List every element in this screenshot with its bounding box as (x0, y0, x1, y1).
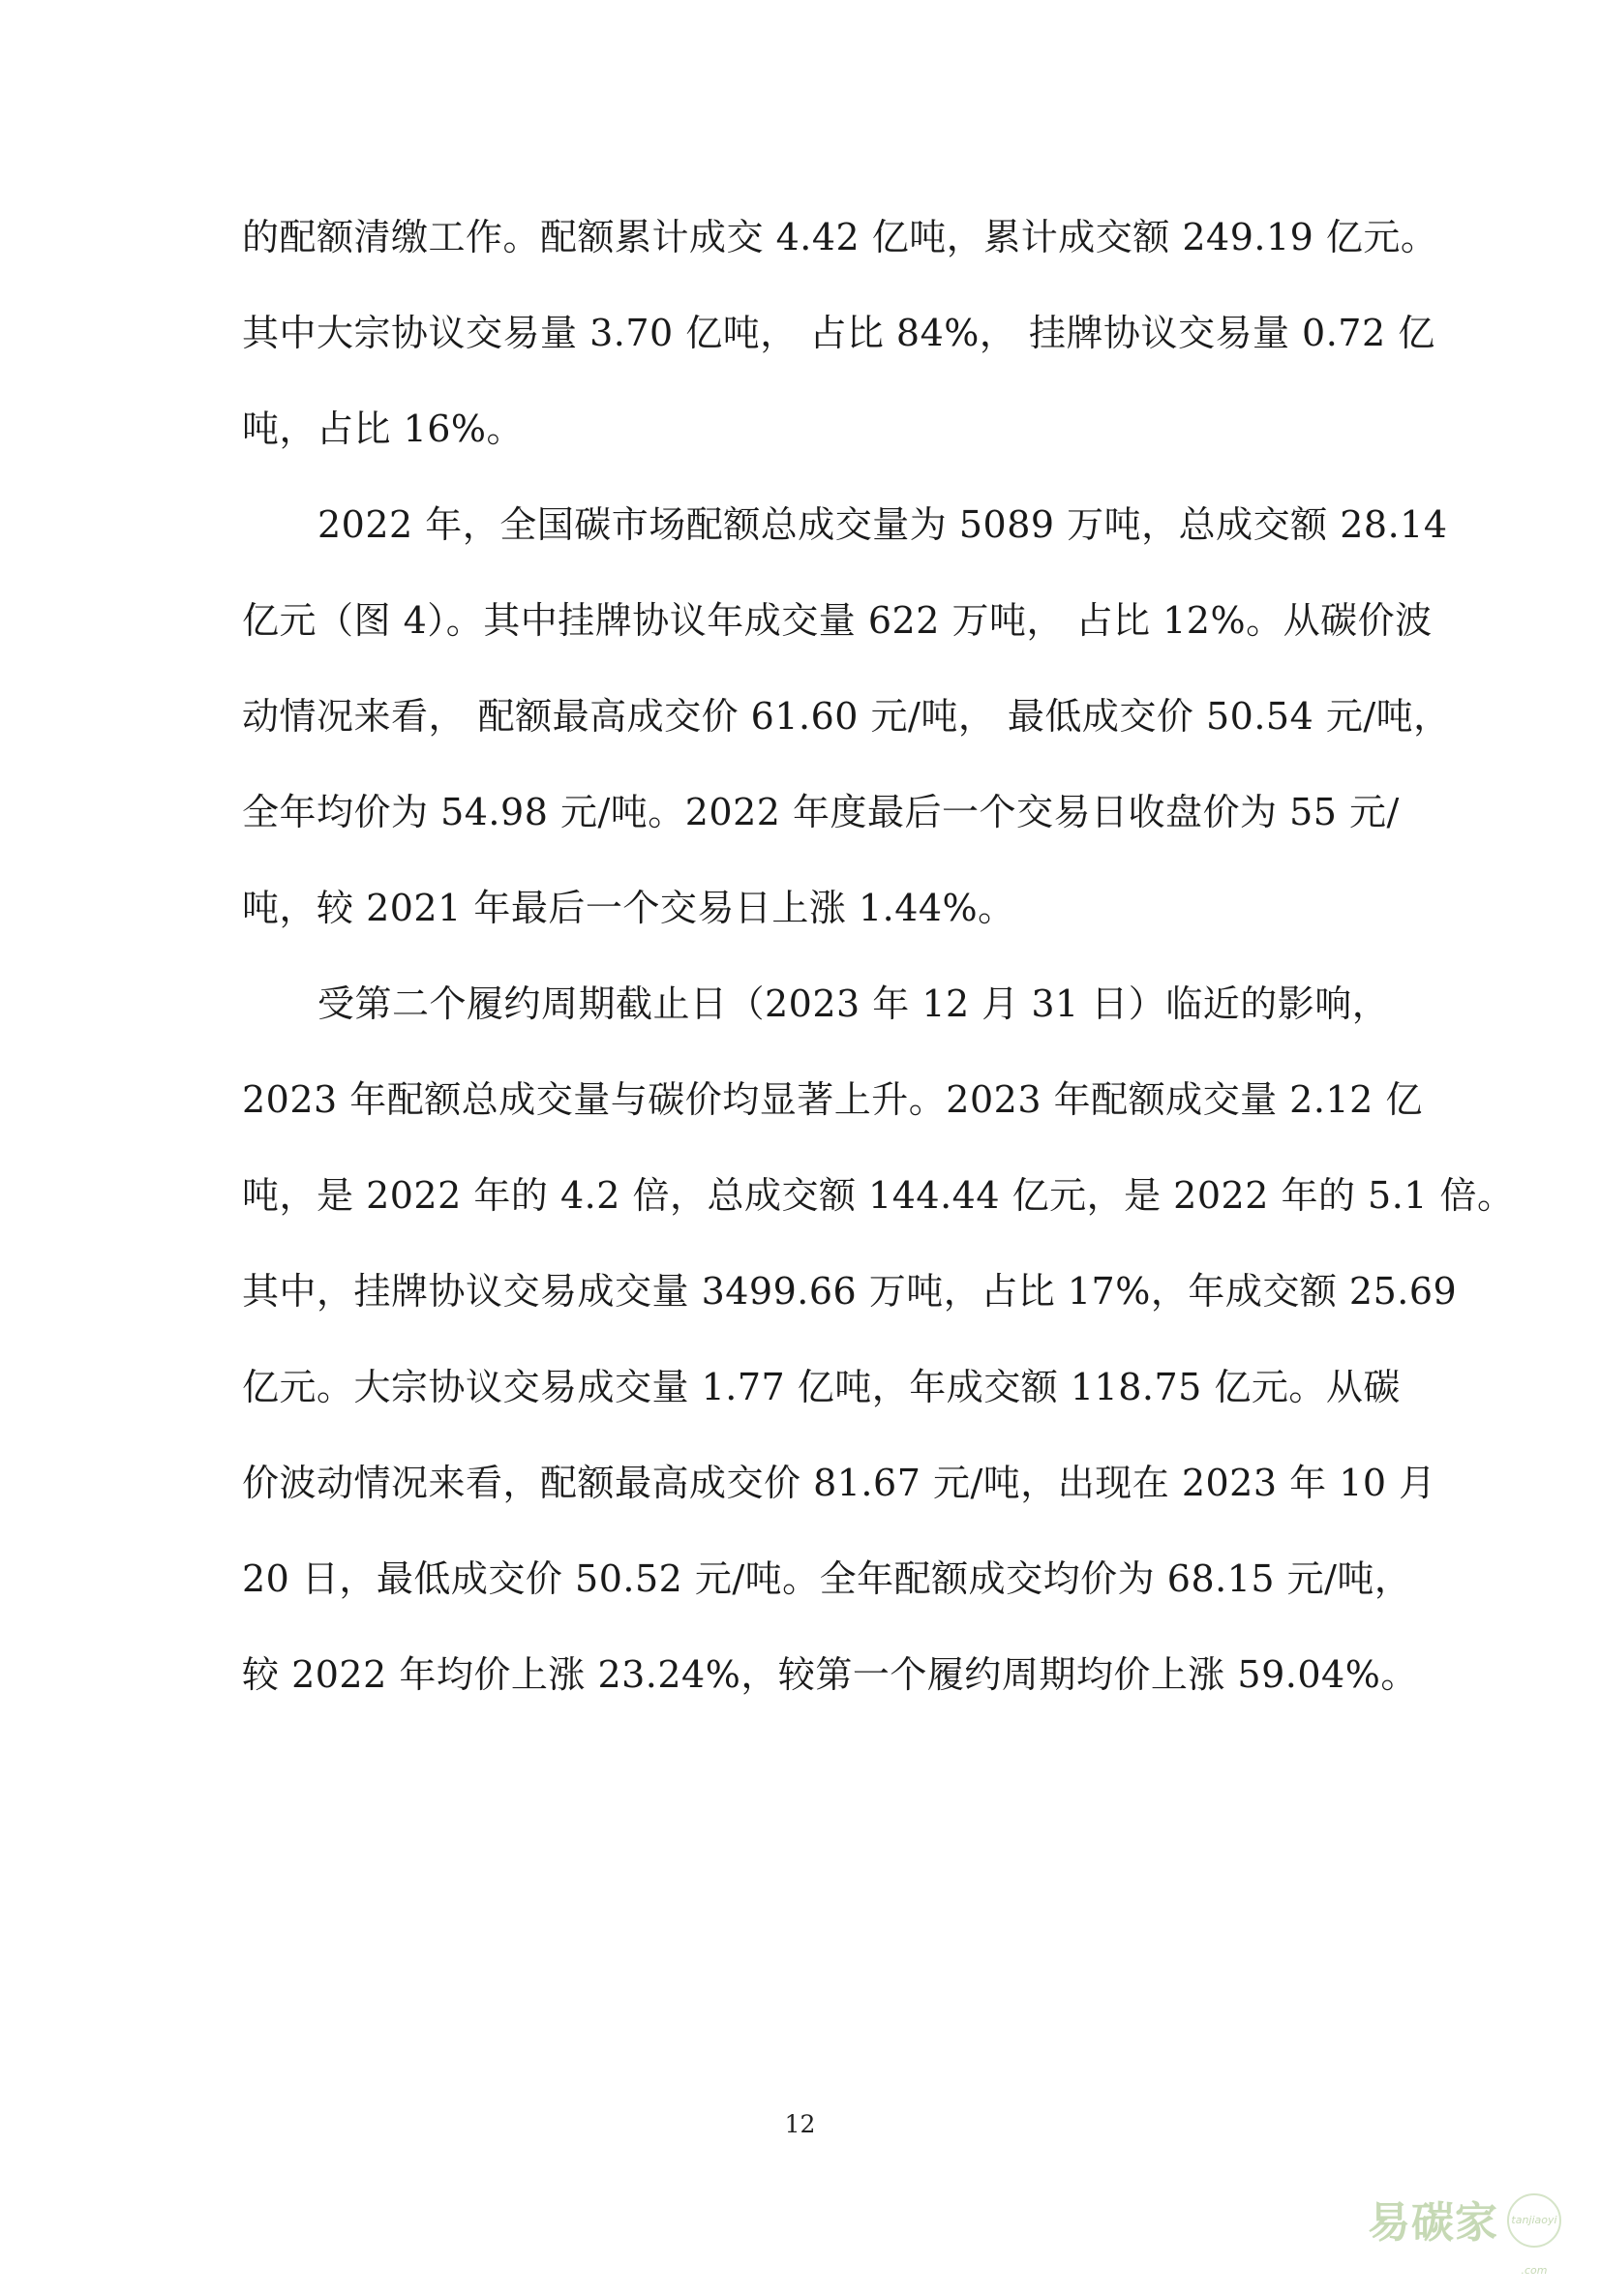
text-line: 其中大宗协议交易量 3.70 亿吨， 占比 84%， 挂牌协议交易量 0.72 亿 (242, 312, 1435, 354)
watermark-logo-text: 易碳家 (1368, 2198, 1498, 2248)
text-line: 2023 年配额总成交量与碳价均显著上升。2023 年配额成交量 2.12 亿 (242, 1078, 1423, 1121)
text-line: 吨，占比 16%。 (242, 408, 525, 450)
text-line: 亿元。大宗协议交易成交量 1.77 亿吨，年成交额 118.75 亿元。从碳 (242, 1366, 1401, 1408)
text-line: 的配额清缴工作。配额累计成交 4.42 亿吨，累计成交额 249.19 亿元。 (242, 216, 1438, 258)
text-line: 吨，是 2022 年的 4.2 倍，总成交额 144.44 亿元，是 2022 年的 5.1 倍。 (242, 1174, 1515, 1217)
text-line: 全年均价为 54.98 元/吨。2022 年度最后一个交易日收盘价为 55 元/ (242, 791, 1400, 833)
text-line: 亿元（图 4）。其中挂牌协议年成交量 622 万吨， 占比 12%。从碳价波 (242, 599, 1433, 642)
text-line: 2022 年，全国碳市场配额总成交量为 5089 万吨，总成交额 28.14 (317, 503, 1448, 546)
page-number: 12 (784, 2110, 816, 2138)
text-line: 动情况来看， 配额最高成交价 61.60 元/吨， 最低成交价 50.54 元/吨， (242, 695, 1451, 738)
body-text (242, 205, 1515, 1738)
watermark-domain-badge: tanjiaoyi .com (1507, 2193, 1561, 2248)
text-line: 20 日，最低成交价 50.52 元/吨。全年配额成交均价为 68.15 元/吨， (242, 1557, 1412, 1600)
watermark-logo (1368, 2190, 1561, 2277)
text-line: 其中，挂牌协议交易成交量 3499.66 万吨，占比 17%，年成交额 25.69 (242, 1270, 1458, 1313)
text-line: 较 2022 年均价上涨 23.24%，较第一个履约周期均价上涨 59.04%。 (242, 1653, 1418, 1696)
text-line: 受第二个履约周期截止日（2023 年 12 月 31 日）临近的影响， (317, 982, 1390, 1025)
text-line: 吨，较 2021 年最后一个交易日上涨 1.44%。 (242, 887, 1015, 929)
text-line: 价波动情况来看，配额最高成交价 81.67 元/吨，出现在 2023 年 10 月 (242, 1462, 1436, 1504)
